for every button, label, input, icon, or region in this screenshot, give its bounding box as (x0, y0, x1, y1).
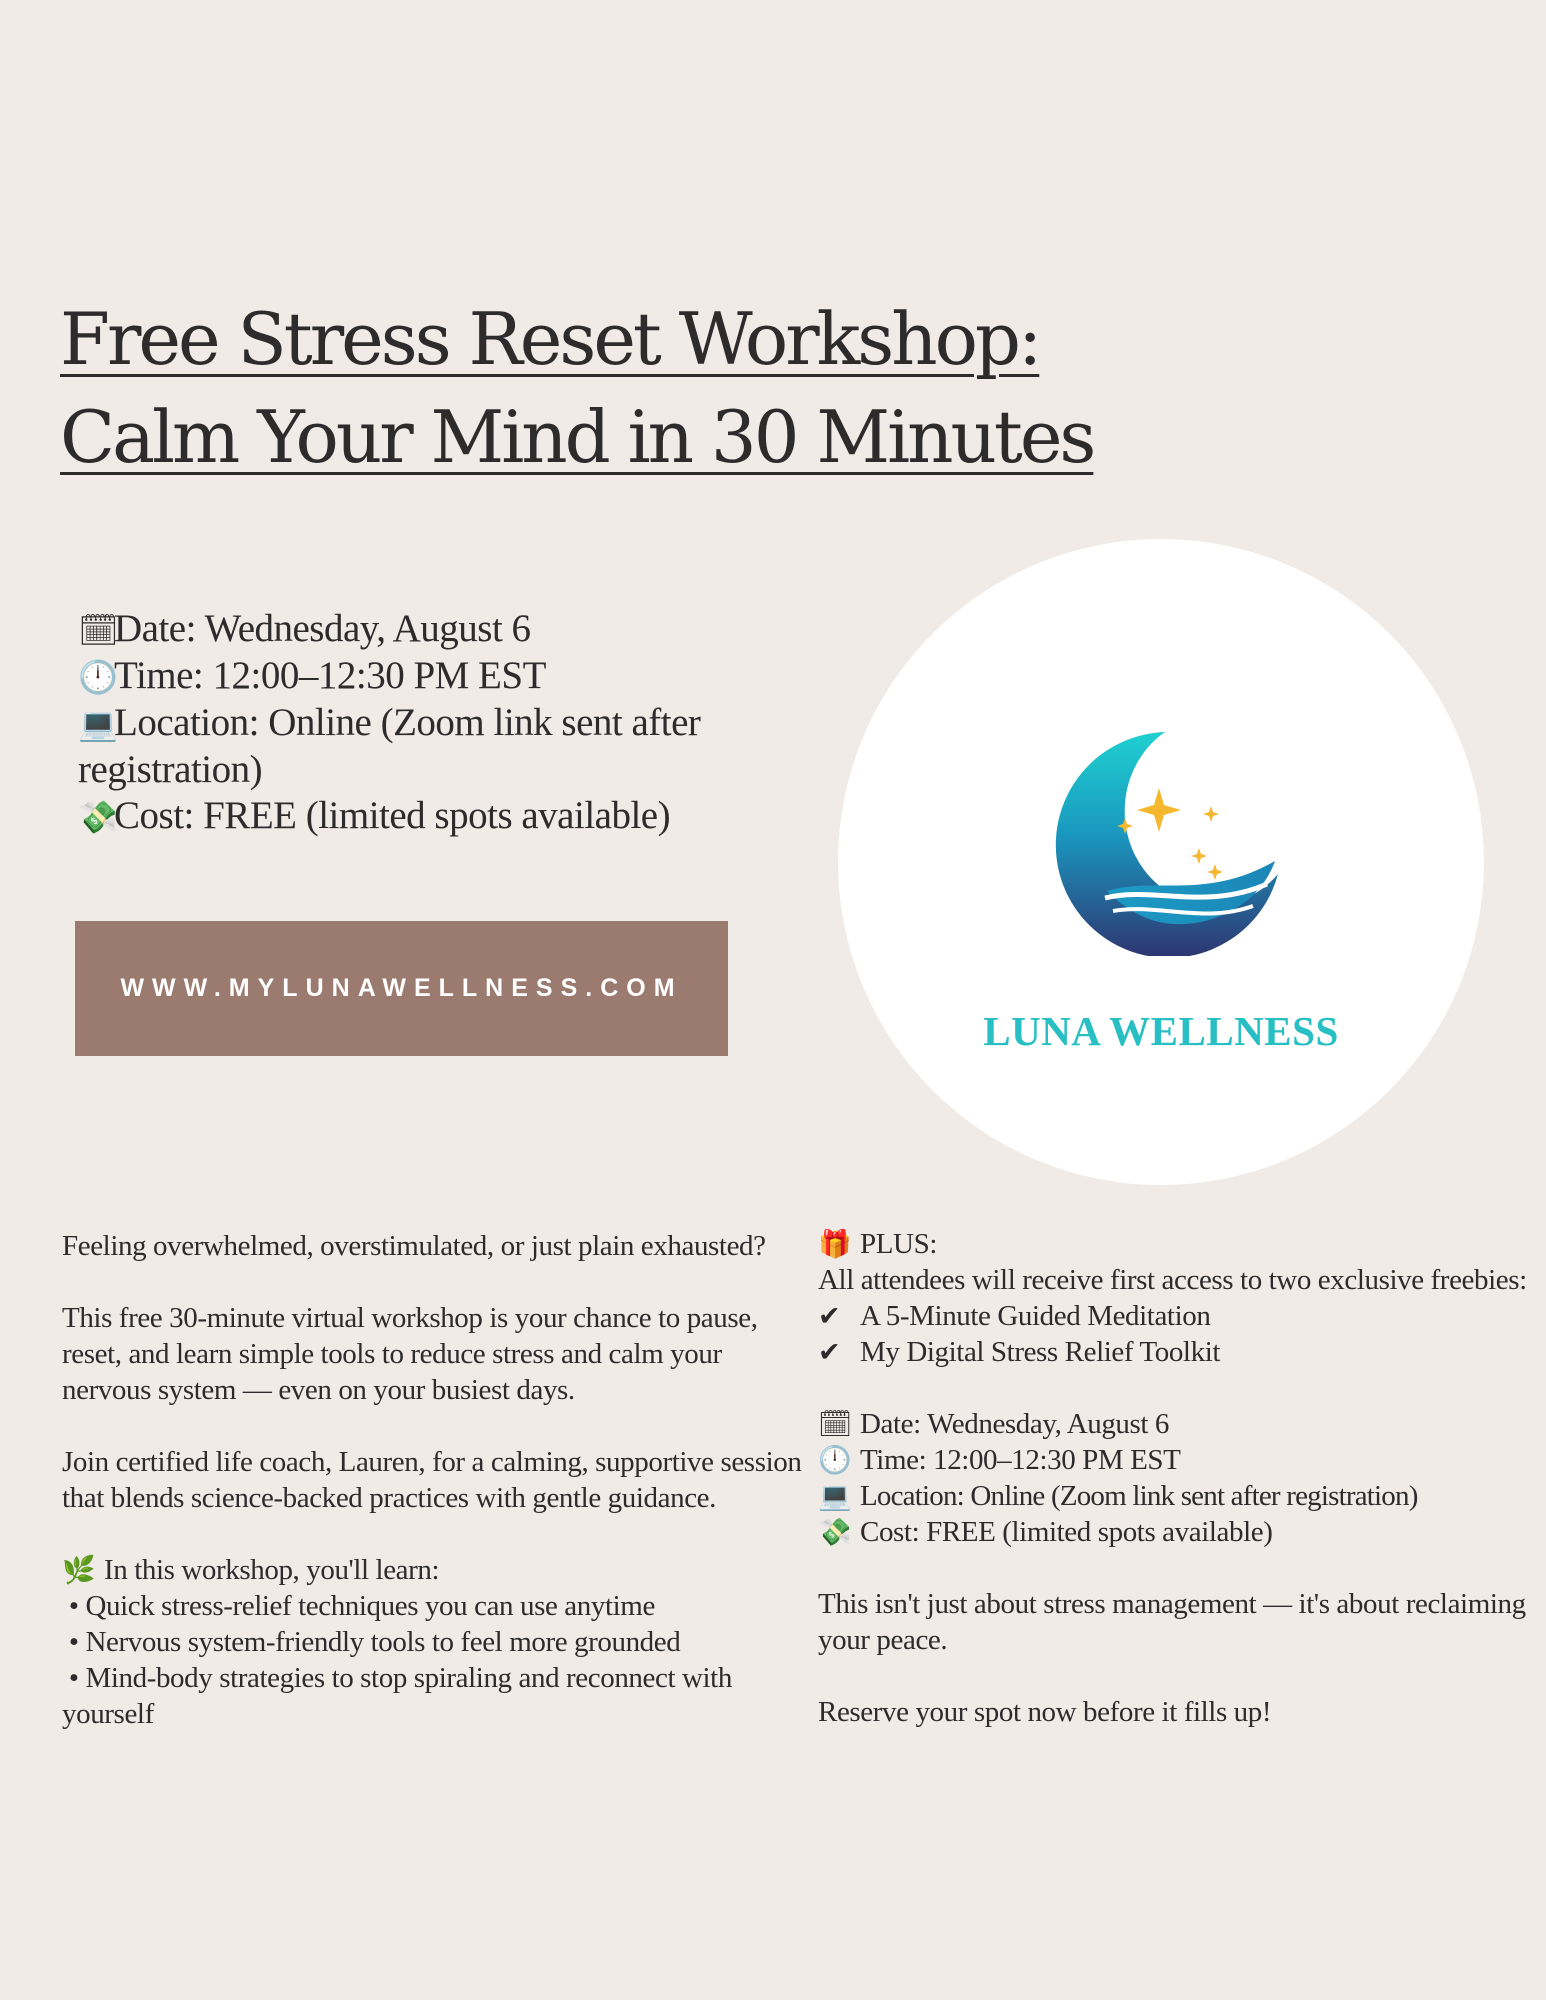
workshop-paragraph: This free 30-minute virtual workshop is your chance to pause, reset, and learn simple tools to reduce stress and calm your nervous system — even on your busiest days. (62, 1302, 758, 1406)
reserve-cta-text: Reserve your spot now before it fills up! (818, 1696, 1272, 1728)
time-line (78, 653, 778, 700)
closing-paragraph: This isn't just about stress management — it's about reclaiming your peace. (818, 1588, 1526, 1656)
list-item: • Nervous system-friendly tools to feel more grounded (62, 1626, 681, 1658)
checkmark-icon: ✔ (818, 1337, 841, 1367)
date-text: Date: Wednesday, August 6 (114, 607, 531, 650)
intro-paragraph: Feeling overwhelmed, overstimulated, or just plain exhausted? (62, 1230, 766, 1262)
list-item: • Mind-body strategies to stop spiraling and reconnect with yourself (62, 1662, 732, 1730)
learn-section (62, 1552, 802, 1732)
money-icon: 💸 (78, 799, 118, 835)
event-details (78, 606, 778, 840)
list-item: ✔ My Digital Stress Relief Toolkit (818, 1336, 1221, 1368)
laptop-icon: 💻 (78, 706, 118, 742)
moon-wave-logo-icon (1035, 726, 1295, 956)
location-text: Location: Online (Zoom link sent after registration) (78, 701, 701, 791)
list-item: ✔ A 5-Minute Guided Meditation (818, 1300, 1211, 1332)
brand-name: LUNA WELLNESS (983, 1008, 1339, 1054)
checkmark-icon: ✔ (818, 1301, 841, 1331)
plus-section (818, 1226, 1538, 1370)
location-line (78, 700, 778, 793)
laptop-icon: 💻 (818, 1481, 851, 1511)
cost-line (78, 793, 778, 840)
title-line-2: Calm Your Mind in 30 Minutes (60, 395, 1094, 479)
time-line: 🕛 Time: 12:00–12:30 PM EST (818, 1444, 1181, 1476)
description-column (62, 1228, 802, 1732)
time-text: Time: 12:00–12:30 PM EST (114, 654, 546, 697)
page-title (60, 290, 1093, 486)
calendar-icon: 🗓 (818, 1409, 852, 1439)
logo-badge (838, 539, 1484, 1185)
bonus-column (818, 1226, 1538, 1766)
location-line: 💻 Location: Online (Zoom link sent after registration) (818, 1480, 1418, 1512)
event-details-repeat (818, 1406, 1538, 1550)
plus-heading: PLUS: (860, 1228, 937, 1260)
money-icon: 💸 (818, 1517, 852, 1547)
learn-heading: In this workshop, you'll learn: (104, 1554, 440, 1586)
clock-icon: 🕛 (818, 1445, 852, 1475)
plus-heading-line (818, 1226, 1538, 1262)
date-line (78, 606, 778, 653)
clock-icon: 🕛 (78, 659, 118, 695)
cost-line: 💸 Cost: FREE (limited spots available) (818, 1516, 1273, 1548)
list-item: • Quick stress-relief techniques you can use anytime (62, 1590, 655, 1622)
herb-icon: 🌿 (62, 1555, 96, 1585)
website-link-button[interactable]: WWW.MYLUNAWELLNESS.COM (75, 921, 728, 1056)
cost-text: Cost: FREE (limited spots available) (114, 794, 671, 837)
coach-paragraph: Join certified life coach, Lauren, for a calming, supportive session that blends science-backed practices with gentle guidance. (62, 1446, 802, 1514)
plus-intro: All attendees will receive first access to two exclusive freebies: (818, 1264, 1527, 1296)
calendar-icon: 🗓 (78, 612, 119, 648)
date-line: 🗓 Date: Wednesday, August 6 (818, 1408, 1170, 1440)
gift-icon: 🎁 (818, 1229, 852, 1259)
learn-heading-line (62, 1552, 802, 1588)
title-line-1: Free Stress Reset Workshop: (60, 297, 1040, 381)
